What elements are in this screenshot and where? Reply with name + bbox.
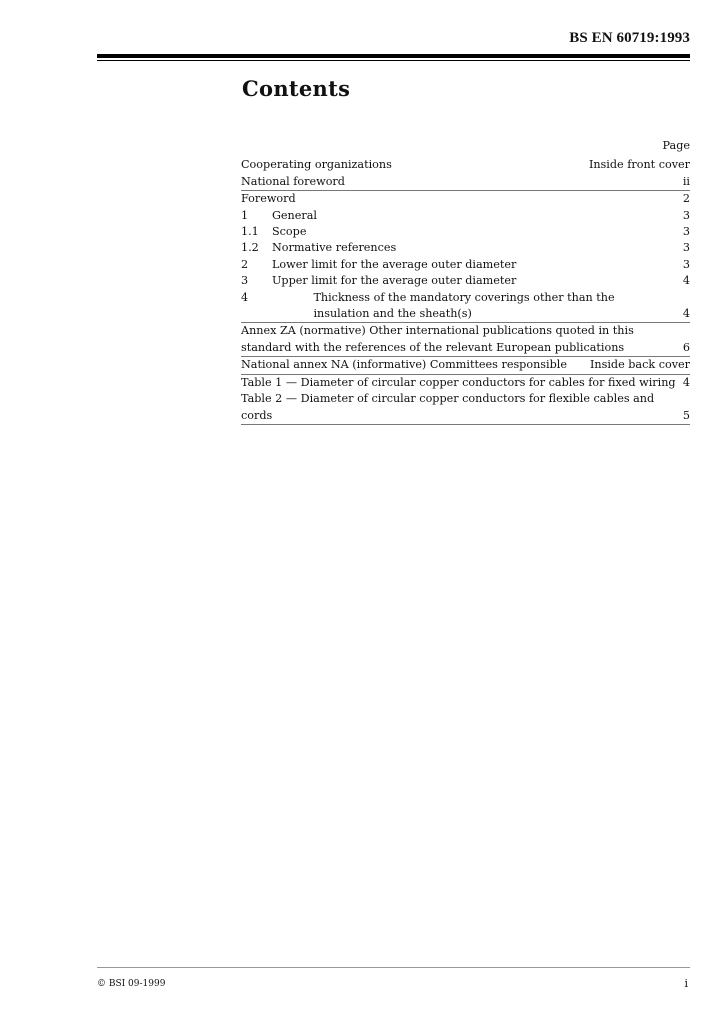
page-column-heading: Page	[662, 139, 690, 152]
footer-page-number: i	[684, 977, 688, 990]
toc-entry-page: 4	[682, 274, 690, 288]
toc-entry-label: Foreword	[241, 192, 296, 206]
toc-entry-page: 5	[682, 408, 690, 422]
toc-entry-label: Scope	[272, 225, 307, 239]
toc-group	[241, 357, 690, 374]
toc-entry[interactable]	[241, 157, 690, 173]
toc-entry-label: Annex ZA (normative) Other international publications quoted in this standard with the references of the relevant European publications	[241, 324, 634, 354]
toc-group	[241, 157, 690, 191]
header-rule-thin	[97, 60, 690, 61]
toc-group	[241, 323, 690, 357]
toc-entry-label: Normative references	[272, 241, 397, 255]
toc-entry[interactable]	[241, 357, 690, 373]
toc-entry-label: National foreword	[241, 174, 345, 188]
page-title: Contents	[242, 76, 351, 101]
toc-entry[interactable]	[241, 323, 690, 356]
toc-entry-page: 4	[682, 307, 690, 321]
toc-entry[interactable]	[241, 375, 690, 391]
toc-entry-number: 2	[241, 257, 249, 271]
toc-entry[interactable]	[241, 290, 690, 323]
toc-entry-page: ii	[682, 174, 690, 188]
toc-entry-number: 1	[241, 208, 249, 222]
toc-entry[interactable]	[241, 257, 690, 273]
toc-entry-number: 4	[241, 290, 249, 304]
toc-entry-label: Table 2 — Diameter of circular copper conductors for flexible cables and cords	[241, 392, 655, 422]
toc-entry-page: 4	[682, 375, 690, 389]
toc-entry[interactable]	[241, 191, 690, 207]
toc-entry[interactable]	[241, 208, 690, 224]
toc-entry-page: Inside front cover	[588, 158, 690, 172]
document-id: BS EN 60719:1993	[569, 30, 690, 46]
toc-group	[241, 191, 690, 323]
table-of-contents	[241, 138, 690, 425]
toc-entry-page: 3	[682, 241, 690, 255]
toc-entry-label: General	[272, 208, 317, 222]
toc-entry-number: 1.2	[241, 241, 259, 255]
toc-entry[interactable]	[241, 240, 690, 256]
footer-copyright: © BSI 09-1999	[97, 979, 166, 989]
toc-entry[interactable]	[241, 224, 690, 240]
toc-entry-page: Inside back cover	[589, 358, 690, 372]
toc-entry-page: 3	[682, 225, 690, 239]
toc-entry-page: 2	[682, 192, 690, 206]
toc-group	[241, 375, 690, 425]
footer-rule	[97, 967, 690, 968]
toc-entry-label: Lower limit for the average outer diameter	[272, 257, 517, 271]
toc-entry-number: 1.1	[241, 225, 259, 239]
toc-entry[interactable]	[241, 391, 690, 424]
toc-entry-label: Cooperating organizations	[241, 158, 392, 172]
toc-entry-page: 3	[682, 257, 690, 271]
toc-entry-label: Table 1 — Diameter of circular copper conductors for cables for fixed wiring	[241, 375, 676, 389]
toc-entry-page: 3	[682, 208, 690, 222]
toc-entry-label: Upper limit for the average outer diameter	[272, 274, 517, 288]
toc-entry-number: 3	[241, 274, 249, 288]
header-rule	[97, 54, 690, 58]
toc-entry-page: 6	[682, 340, 690, 354]
toc-entry-label: National annex NA (informative) Committees responsible	[241, 358, 567, 372]
toc-entry-label: Thickness of the mandatory coverings other than the insulation and the sheath(s)	[313, 290, 615, 321]
toc-entry[interactable]	[241, 273, 690, 289]
toc-entry[interactable]	[241, 174, 690, 190]
